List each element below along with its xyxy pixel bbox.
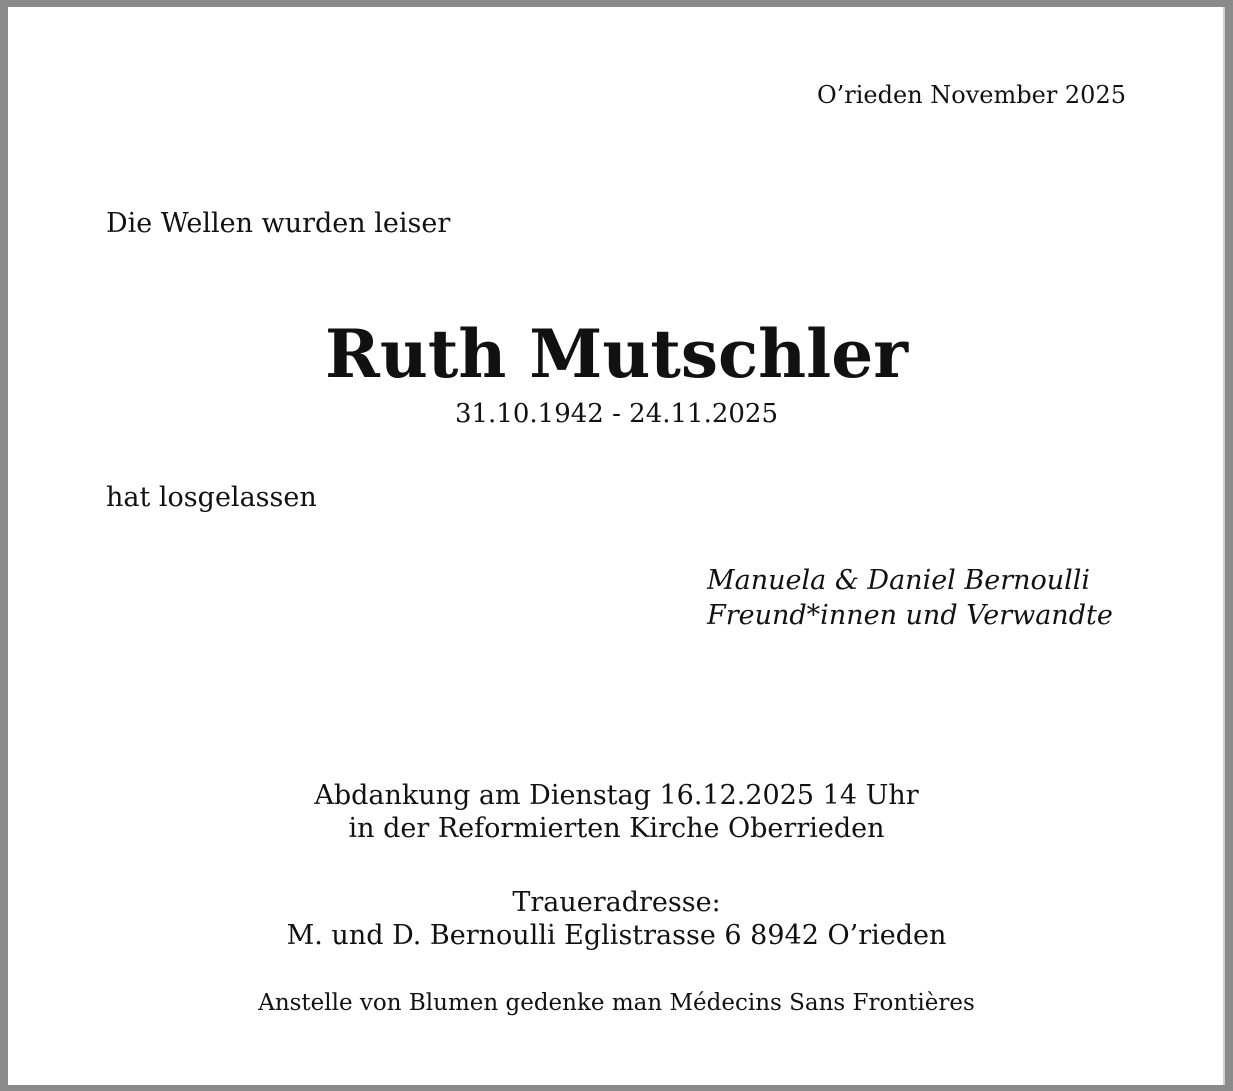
signers-block bbox=[707, 563, 1113, 633]
deceased-name: Ruth Mutschler bbox=[325, 315, 908, 393]
service-line-1: Abdankung am Dienstag 16.12.2025 14 Uhr bbox=[314, 780, 919, 811]
signers-line-2: Freund*innen und Verwandte bbox=[707, 600, 1113, 631]
life-dates: 31.10.1942 - 24.11.2025 bbox=[454, 399, 779, 429]
mourning-address bbox=[0, 886, 1233, 952]
service-info bbox=[0, 779, 1233, 845]
donation-note: Anstelle von Blumen gedenke man Médecins Sans Frontières bbox=[258, 990, 975, 1016]
place-date: O’rieden November 2025 bbox=[816, 81, 1126, 109]
service-line-2: in der Reformierten Kirche Oberrieden bbox=[348, 813, 885, 844]
verse-line-2: hat losgelassen bbox=[106, 482, 317, 513]
address-label: Traueradresse: bbox=[512, 887, 721, 918]
signers-line-1: Manuela & Daniel Bernoulli bbox=[707, 565, 1091, 596]
address-value: M. und D. Bernoulli Eglistrasse 6 8942 O’rieden bbox=[286, 920, 947, 951]
verse-line-1: Die Wellen wurden leiser bbox=[106, 208, 451, 239]
